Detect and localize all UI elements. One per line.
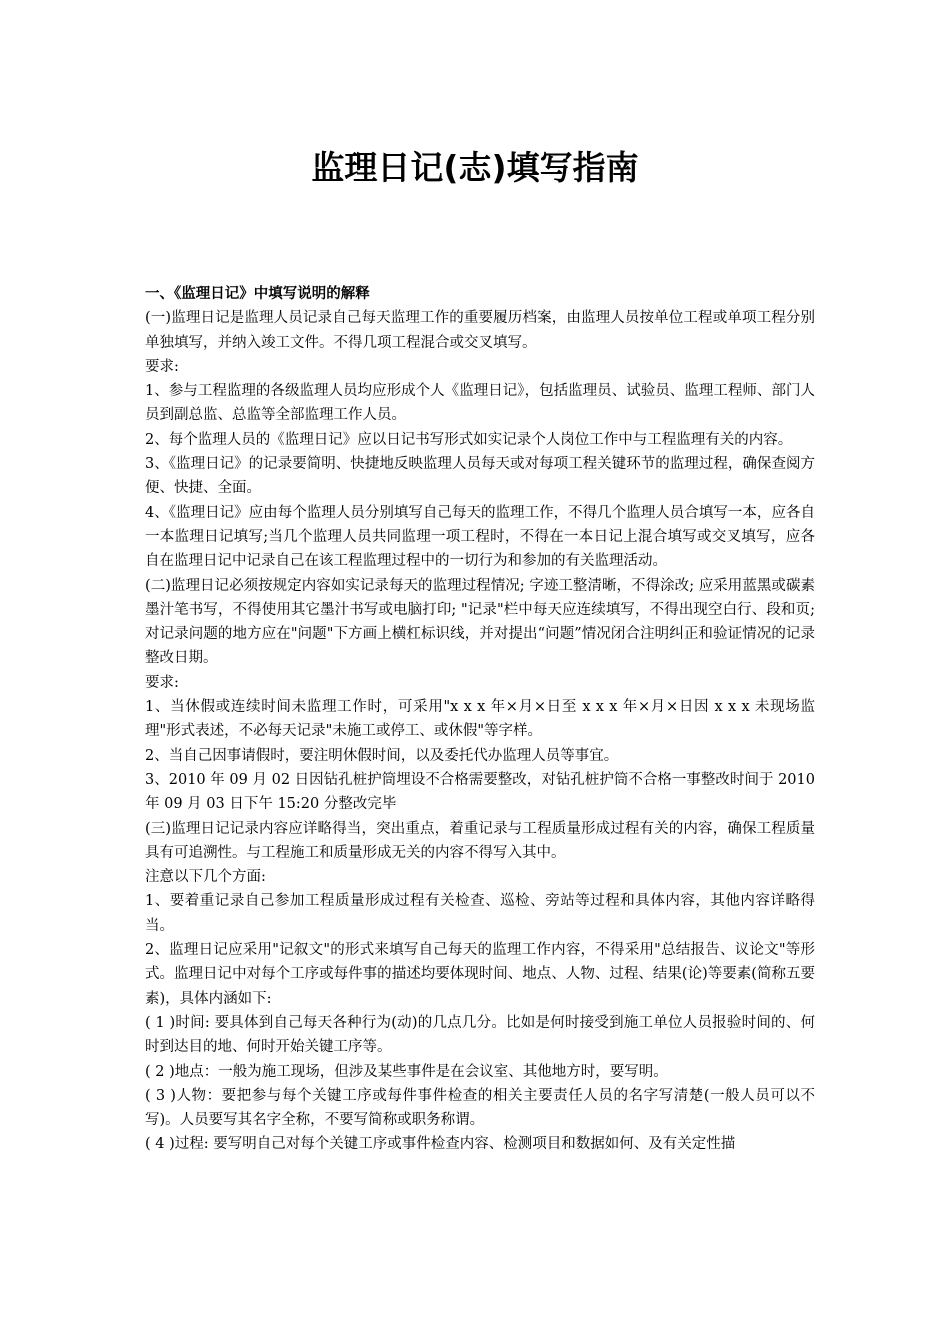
paragraph: 2、监理日记应采用"记叙文"的形式来填写自己每天的监理工作内容，不得采用"总结报告、议论文"等形式。监理日记中对每个工序或每件事的描述均要体现时间、地点、人物、过程、结果(论)等要素(简称五要素)，具体内涵如下: xyxy=(145,942,815,1007)
page-title: 监理日记(志)填写指南 xyxy=(311,148,639,187)
paragraph: ( 1 )时间: 要具体到自己每天各种行为(动)的几点几分。比如是何时接受到施工单位人员报验时间的、何时到达目的地、何时开始关键工序等。 xyxy=(145,1014,815,1056)
paragraph: 4、《监理日记》应由每个监理人员分别填写自己每天的监理工作，不得几个监理人员合填写一本，应各自一本监理日记填写;当几个监理人员共同监理一项工程时，不得在一本日记上混合填写或交叉填写，应各自在监理日记中记录自己在该工程监理过程中的一切行为和参加的有关监理活动。 xyxy=(145,504,815,570)
paragraph: (一)监理日记是监理人员记录自己每天监理工作的重要履历档案，由监理人员按单位工程或单项工程分别单独填写，并纳入竣工文件。不得几项工程混合或交叉填写。 xyxy=(145,310,815,351)
section-heading: 一、《监理日记》中填写说明的解释 xyxy=(145,286,370,302)
paragraph: ( 2 )地点：一般为施工现场，但涉及某些事件是在会议室、其他地方时，要写明。 xyxy=(145,1063,668,1080)
paragraph: 要求: xyxy=(145,674,179,691)
paragraph: 2、当自己因事请假时，要注明休假时间，以及委托代办监理人员等事宜。 xyxy=(145,747,619,764)
paragraph: 3、2010 年 09 月 02 日因钻孔桩护筒埋设不合格需要整改，对钻孔桩护筒不合格一事整改时间于 2010 年 09 月 03 日下午 15:20 分整改完毕 xyxy=(145,771,815,813)
paragraph: 注意以下几个方面: xyxy=(145,869,266,886)
paragraph: ( 3 )人物：要把参与每个关键工序或每件事件检查的相关主要责任人员的名字写清楚(一般人员可以不写)。人员要写其名字全称，不要写简称或职务称谓。 xyxy=(145,1087,815,1129)
paragraph: 1、参与工程监理的各级监理人员均应形成个人《监理日记》，包括监理员、试验员、监理工程师、部门人员到副总监、总监等全部监理工作人员。 xyxy=(145,383,815,424)
paragraph: ( 4 )过程: 要写明自己对每个关键工序或事件检查内容、检测项目和数据如何、及有关定性描 xyxy=(145,1136,736,1153)
paragraph: 1、当休假或连续时间未监理工作时，可采用"x x x 年×月×日至 x x x 年×月×日因 x x x 未现场监理"形式表述，不必每天记录"未施工或停工、或休假"等字样。 xyxy=(145,699,815,740)
paragraph: 要求: xyxy=(145,358,179,375)
paragraph: 1、要着重记录自己参加工程质量形成过程有关检查、巡检、旁站等过程和具体内容，其他内容详略得当。 xyxy=(145,893,815,934)
paragraph: (二)监理日记必须按规定内容如实记录每天的监理过程情况; 字迹工整清晰，不得涂改; 应采用蓝黑或碳素墨汁笔书写，不得使用其它墨汁书写或电脑打印; "记录"栏中每天应连续填写，不得出现空白行、段和页; 对记录问题的地方应在"问题"下方画上横杠标识线，并对提出“问题”情况闭合注明纠正和验证情况的记录整改日期。 xyxy=(145,577,815,667)
document-body xyxy=(145,282,815,1157)
paragraph: 3、《监理日记》的记录要简明、快捷地反映监理人员每天或对每项工程关键环节的监理过程，确保查阅方便、快捷、全面。 xyxy=(145,456,815,497)
paragraph: 2、每个监理人员的《监理日记》应以日记书写形式如实记录个人岗位工作中与工程监理有关的内容。 xyxy=(145,431,793,448)
paragraph: (三)监理日记记录内容应详略得当，突出重点，着重记录与工程质量形成过程有关的内容，确保工程质量具有可追溯性。与工程施工和质量形成无关的内容不得写入其中。 xyxy=(145,820,815,861)
